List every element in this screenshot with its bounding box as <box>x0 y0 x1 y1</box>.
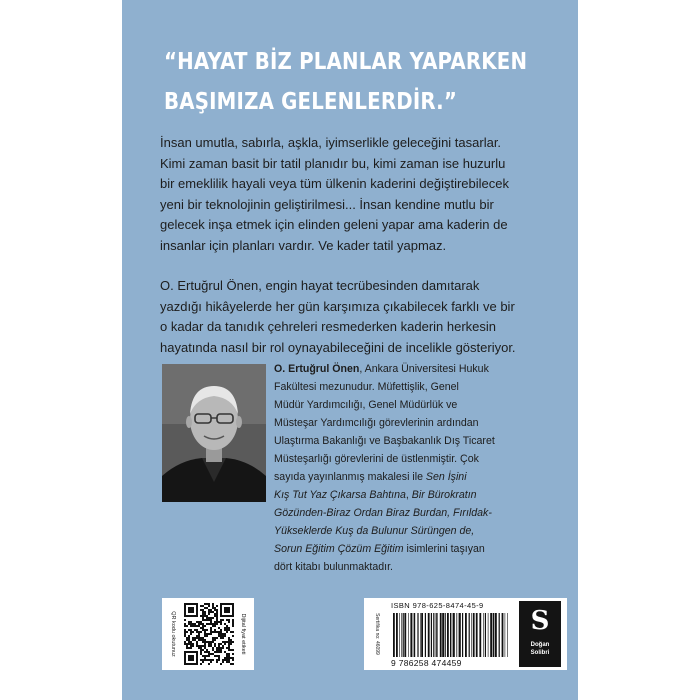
publisher-name-line: Doğan <box>530 642 550 648</box>
certificate-caption: Sertifika no: 46099 <box>374 613 380 655</box>
bio-text: , Ankara Üniversitesi Hukuk <box>359 363 489 375</box>
bio-text: , <box>405 489 412 501</box>
quote-line-1: “HAYAT BİZ PLANLAR YAPARKEN <box>164 49 528 75</box>
publisher-logo <box>519 601 561 667</box>
qr-right-caption: Dijital fiyat etiketi <box>240 613 246 655</box>
bio-line <box>274 468 570 486</box>
blurb-paragraph-1 <box>160 133 556 256</box>
bio-line: Müsteşarlığı görevlerini de üstlenmiştir. Çok <box>274 453 479 465</box>
barcode-panel <box>364 598 567 670</box>
blurb-line: bir emeklilik hayali veya tüm ülkenin kaderini değiştirebilecek <box>160 176 509 191</box>
blurb-line: insanlar için planları vardır. Ve kader tatil yapmaz. <box>160 237 447 253</box>
book-back-cover <box>122 0 578 700</box>
blurb-line: o kadar da tanıdık çehreleri resmederken kaderin herkesin <box>160 319 497 334</box>
bio-line: Müdür Yardımcılığı, Genel Müdürlük ve <box>274 399 458 411</box>
blurb-line: O. Ertuğrul Önen, engin hayat tecrübesinden damıtarak <box>160 278 480 293</box>
bio-line <box>274 360 570 378</box>
publisher-mark: S <box>530 606 550 636</box>
quote-line-2: BAŞIMIZA GELENLERDİR.” <box>164 89 458 115</box>
qr-code-panel <box>162 598 254 670</box>
book-title: Sen İşini <box>425 471 467 483</box>
qr-left-caption: QR kodu okutunuz <box>170 611 176 657</box>
book-title: Kış Tut Yaz Çıkarsa Bahtına <box>274 489 406 501</box>
book-title: Bir Bürokratın <box>411 489 477 501</box>
bio-line <box>274 504 570 522</box>
book-title: Yükseklerde Kuş da Bulunur Sürüngen de, <box>274 525 475 537</box>
bio-line: Fakültesi mezunudur. Müfettişlik, Genel <box>274 381 459 393</box>
headline-quote <box>164 42 528 122</box>
blurb-line: gelecek inşa etmek için elinden geleni yapar ama kaderin de <box>160 217 508 232</box>
bio-line: Ulaştırma Bakanlığı ve Başbakanlık Dış Ticaret <box>274 435 495 447</box>
bio-text: isimlerini taşıyan <box>403 543 485 555</box>
bio-line <box>274 486 570 504</box>
author-photo <box>162 364 266 502</box>
isbn-text: ISBN 978-625-8474-45-9 <box>391 601 484 610</box>
author-portrait-icon <box>162 364 266 502</box>
publisher-name <box>519 641 561 657</box>
blurb-paragraph-2 <box>160 276 556 358</box>
book-title: Sorun Eğitim Çözüm Eğitim <box>274 543 404 555</box>
qr-code-icon <box>184 603 234 665</box>
book-title: Gözünden-Biraz Ordan Biraz Burdan, Fırıldak- <box>274 507 492 519</box>
bio-line: dört kitabı bulunmaktadır. <box>274 561 393 573</box>
bio-line <box>274 540 570 558</box>
blurb-line: hayatında nasıl bir rol oynayabileceğini de incelikle gösteriyor. <box>160 339 516 355</box>
barcode-icon <box>391 613 509 657</box>
author-name: O. Ertuğrul Önen <box>274 363 360 375</box>
bio-line <box>274 522 570 540</box>
blurb-line: İnsan umutla, sabırla, aşkla, iyimserlikle geleceğini tasarlar. <box>160 135 502 150</box>
publisher-name-line: Solibri <box>530 650 550 656</box>
blurb-line: Kimi zaman basit bir tatil planıdır bu, kimi zaman ise huzurlu <box>160 155 506 171</box>
barcode-number: 9 786258 474459 <box>391 658 462 668</box>
author-bio <box>274 360 570 576</box>
bio-text: sayıda yayınlanmış makalesi ile <box>274 471 426 483</box>
blurb-line: yazdığı hikâyelerde her gün karşımıza çıkabilecek farklı ve bir <box>160 298 515 314</box>
blurb-line: yeni bir teknolojinin geliştirilmesi... İnsan kendine mutlu bir <box>160 196 494 212</box>
bio-line: Müsteşar Yardımcılığı görevlerinin ardından <box>274 417 479 429</box>
